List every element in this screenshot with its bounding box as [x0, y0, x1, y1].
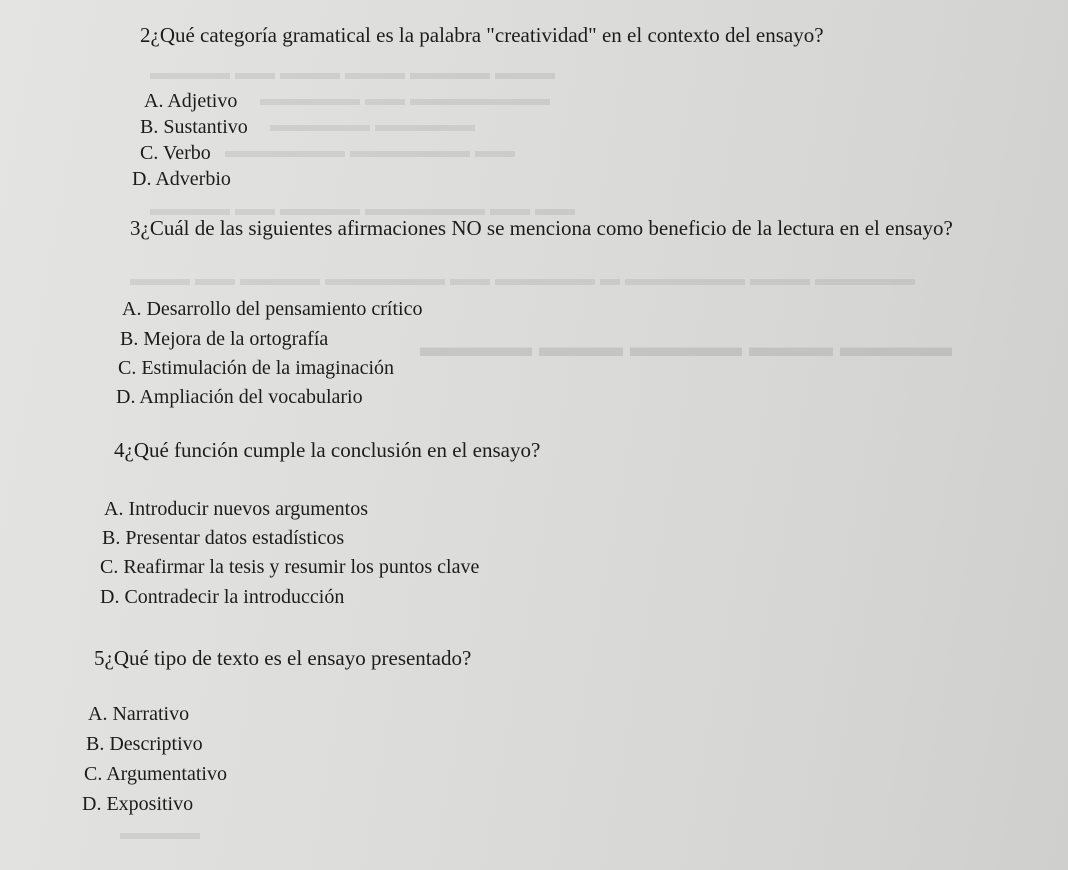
question-4-option-d[interactable]: D. Contradecir la introducción: [100, 586, 345, 608]
question-2-option-d[interactable]: D. Adverbio: [132, 168, 231, 190]
question-3-option-a[interactable]: A. Desarrollo del pensamiento crítico: [122, 298, 423, 320]
question-5-option-b[interactable]: B. Descriptivo: [86, 733, 203, 755]
question-3-option-c[interactable]: C. Estimulación de la imaginación: [118, 357, 395, 379]
show-through-texture: ▬▬▬ ▬▬▬▬ ▬▬▬ ▬▬▬ ▬▬ ▬▬▬▬: [150, 62, 555, 84]
show-through-texture: ▬▬ ▬▬ ▬▬▬▬▬▬ ▬▬▬▬ ▬▬ ▬▬▬▬: [150, 198, 575, 220]
question-3-option-b[interactable]: B. Mejora de la ortografía: [120, 328, 329, 350]
show-through-texture: ▬▬▬▬: [120, 822, 200, 844]
show-through-texture: ▬▬▬▬ ▬▬▬ ▬▬▬▬ ▬▬▬ ▬▬▬▬: [420, 332, 952, 363]
question-5-text: 5¿Qué tipo de texto es el ensayo presentado?: [94, 646, 472, 670]
show-through-texture: ▬▬▬▬▬▬▬ ▬▬ ▬▬▬▬▬: [260, 88, 550, 110]
question-2-option-c[interactable]: C. Verbo: [140, 142, 211, 164]
question-4-text: 4¿Qué función cumple la conclusión en el ensayo?: [114, 438, 541, 462]
show-through-texture: ▬▬ ▬▬▬▬▬▬ ▬▬▬▬▬▬: [225, 140, 515, 162]
show-through-texture: ▬▬▬▬▬ ▬▬▬ ▬▬▬▬▬▬ ▬ ▬▬▬▬▬ ▬▬ ▬▬▬▬▬▬ ▬▬▬▬ ▬▬ ▬▬▬: [130, 268, 915, 290]
question-5-option-d[interactable]: D. Expositivo: [82, 793, 194, 815]
question-2-text: 2¿Qué categoría gramatical es la palabra "creatividad" en el contexto del ensayo?: [140, 23, 824, 47]
question-3-text: 3¿Cuál de las siguientes afirmaciones NO se menciona como beneficio de la lectura en el ensayo?: [130, 216, 953, 240]
question-4-option-a[interactable]: A. Introducir nuevos argumentos: [104, 498, 369, 520]
question-5-option-c[interactable]: C. Argumentativo: [84, 763, 227, 785]
question-5-option-a[interactable]: A. Narrativo: [88, 703, 190, 725]
question-2-option-b[interactable]: B. Sustantivo: [140, 116, 248, 138]
question-3-option-d[interactable]: D. Ampliación del vocabulario: [116, 386, 363, 408]
question-2-option-a[interactable]: A. Adjetivo: [144, 90, 238, 112]
question-4-option-b[interactable]: B. Presentar datos estadísticos: [102, 527, 345, 549]
show-through-texture: ▬▬▬▬▬ ▬▬▬▬▬: [270, 114, 475, 136]
question-4-option-c[interactable]: C. Reafirmar la tesis y resumir los puntos clave: [100, 556, 480, 578]
